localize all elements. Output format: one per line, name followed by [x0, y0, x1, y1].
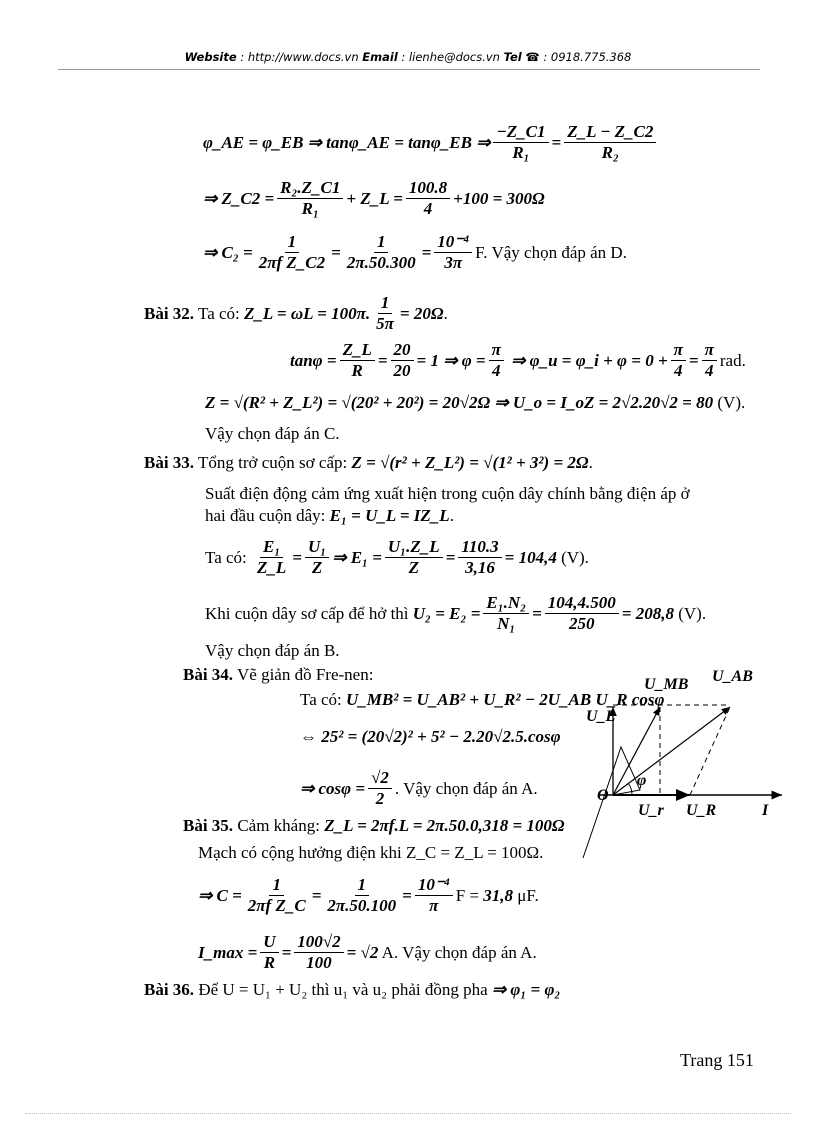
numerator: 100√2 — [294, 932, 343, 953]
tel-number: ☎ : 0918.775.368 — [521, 50, 632, 64]
uab-vector — [613, 707, 730, 795]
math-expression: U_MB² = U_AB² + U_R² − 2U_AB U_R cosφ — [346, 690, 665, 709]
label-ul: U_L — [586, 708, 616, 725]
math-expression: = — [421, 242, 432, 262]
text: hai đầu cuộn dây: — [205, 506, 330, 525]
numerator: 10⁻⁴ — [415, 875, 453, 896]
denominator: π — [429, 896, 439, 915]
denominator: 20 — [393, 361, 411, 380]
label-origin: O — [597, 787, 609, 804]
math-expression: = — [281, 942, 292, 962]
denominator: 2 — [375, 789, 385, 808]
numerator: U — [260, 932, 278, 953]
denominator: R₁ — [301, 199, 319, 218]
label-ur: U_R — [686, 802, 717, 819]
math-expression: I_max = — [198, 942, 258, 962]
denominator: 4 — [705, 361, 714, 380]
math-expression: ⇒ E₁ = — [332, 547, 382, 567]
numerator: 1 — [378, 293, 393, 314]
numerator: U₁ — [305, 537, 329, 558]
exercise-label: Bài 34. — [183, 665, 234, 684]
numerator: −Z_C1 — [493, 122, 548, 143]
math-expression: = — [292, 547, 302, 567]
text: . Vậy chọn đáp án A. — [394, 778, 538, 798]
math-expression: 31,8 — [483, 885, 514, 905]
math-expression: = — [551, 132, 562, 152]
numerator: U₁.Z_L — [385, 537, 443, 558]
math-expression: = — [311, 885, 322, 905]
denominator: N₁ — [497, 614, 516, 633]
label-ur-small: U_r — [638, 802, 664, 819]
numerator: π — [671, 340, 686, 361]
numerator: 1 — [355, 875, 370, 896]
math-expression: = — [331, 242, 341, 262]
text: F = — [455, 885, 484, 905]
denominator: 2π.50.100 — [327, 896, 397, 915]
numerator: Z_L − Z_C2 — [564, 122, 656, 143]
text: (V). — [556, 547, 589, 567]
triangle-lines — [583, 747, 640, 858]
denominator: 2π.50.300 — [346, 253, 416, 272]
math-expression: = — [445, 547, 456, 567]
denominator: 5π — [376, 314, 394, 333]
exercise-label: Bài 36. — [144, 980, 195, 999]
text: A. Vậy chọn đáp án A. — [378, 942, 537, 962]
math-expression: Z_L = 2πf.L = 2π.50.0,318 = 100Ω — [324, 816, 565, 835]
denominator: 4 — [423, 199, 433, 218]
math-expression: ⇔ 25² = (20√2)² + 5² − 2.20√2.5.cosφ — [300, 727, 561, 746]
text: Ta có: — [205, 547, 252, 567]
math-expression: = — [377, 350, 388, 370]
text: Để U = U₁ + U₂ thì u₁ và u₂ phải đồng pha — [194, 980, 492, 999]
math-expression: = 1 ⇒ φ = — [416, 350, 486, 370]
numerator: 1 — [269, 875, 284, 896]
numerator: E₁.N₂ — [483, 593, 529, 614]
label-umb: U_MB — [644, 676, 689, 693]
math-expression: = — [532, 603, 542, 623]
text: (V). — [713, 393, 746, 412]
email-label: Email — [362, 50, 398, 64]
text: Mạch có cộng hưởng điện khi Z_C = Z_L = 100Ω. — [198, 843, 544, 862]
dashed-slant — [690, 707, 730, 795]
text: Vậy chọn đáp án B. — [205, 641, 340, 660]
math-expression: = — [402, 885, 412, 905]
math-expression: = 20Ω — [399, 303, 444, 323]
math-expression: Z = √(r² + Z_L²) = √(1² + 3²) = 2Ω — [351, 453, 589, 472]
exercise-label: Bài 35. — [183, 816, 234, 835]
text: . — [588, 453, 593, 472]
numerator: 1 — [374, 232, 389, 253]
denominator: 3,16 — [465, 558, 495, 577]
denominator: R — [351, 361, 363, 380]
text: (V). — [673, 603, 707, 623]
text: Cảm kháng: — [233, 816, 325, 835]
math-expression: E₁ = U_L = IZ_L — [329, 506, 450, 525]
footer-divider — [25, 1113, 791, 1114]
denominator: 250 — [569, 614, 595, 633]
numerator: R₂.Z_C1 — [277, 178, 343, 199]
math-expression: U₂ = E₂ = — [412, 603, 481, 623]
math-expression: ⇒ cosφ = — [300, 778, 366, 798]
tel-label: Tel — [503, 50, 522, 64]
phi-arc — [628, 783, 632, 795]
label-uab: U_AB — [712, 668, 753, 685]
numerator: 10⁻⁴ — [434, 232, 472, 253]
text: rad. — [719, 350, 746, 370]
numerator: 1 — [285, 232, 300, 253]
numerator: 100.8 — [406, 178, 450, 199]
text: Suất điện động cảm ứng xuất hiện trong cuộn dây chính bằng điện áp ở — [205, 484, 690, 503]
denominator: R₁ — [512, 143, 530, 162]
numerator: 20 — [391, 340, 414, 361]
numerator: π — [702, 340, 717, 361]
numerator: √2 — [368, 768, 392, 789]
math-expression: = — [688, 350, 699, 370]
math-expression: tanφ = — [290, 350, 337, 370]
text: μF. — [513, 885, 539, 905]
text: Vậy chọn đáp án C. — [205, 424, 340, 443]
exercise-label: Bài 32. — [144, 303, 195, 323]
text: F. Vậy chọn đáp án D. — [475, 242, 627, 262]
text: Ta có: — [194, 303, 245, 323]
numerator: 104,4.500 — [545, 593, 619, 614]
text: Tổng trở cuộn sơ cấp: — [194, 453, 352, 472]
denominator: 2πf Z_C — [247, 896, 306, 915]
denominator: 4 — [674, 361, 683, 380]
math-expression: ⇒ C₂ = — [203, 242, 253, 262]
numerator: Z_L — [340, 340, 375, 361]
text: . — [443, 303, 448, 323]
math-expression: Z = √(R² + Z_L²) = √(20² + 20²) = 20√2Ω ⇒ U_o = I_oZ = 2√2.20√2 = 80 — [205, 393, 714, 412]
numerator: 110.3 — [458, 537, 501, 558]
math-expression: = √2 — [346, 942, 379, 962]
website-label: Website — [184, 50, 237, 64]
label-i: I — [762, 802, 769, 819]
math-expression: ⇒ Z_C2 = — [203, 188, 275, 208]
math-expression: ⇒ C = — [198, 885, 242, 905]
numerator: π — [489, 340, 504, 361]
email-address[interactable]: : lienhe@docs.vn — [397, 50, 504, 64]
text: Khi cuộn dây sơ cấp để hở thì — [205, 603, 413, 623]
text: . — [449, 506, 454, 525]
math-expression: + Z_L = — [346, 188, 403, 208]
text: Vẽ giản đồ Fre-nen: — [233, 665, 374, 684]
exercise-label: Bài 33. — [144, 453, 195, 472]
math-expression: ⇒ φ₁ = φ₂ — [491, 980, 561, 999]
denominator: 4 — [491, 361, 501, 380]
math-expression: ⇒ φ_u = φ_i + φ = 0 + — [506, 350, 668, 370]
denominator: 2πf Z_C2 — [258, 253, 326, 272]
denominator: Z — [311, 558, 323, 577]
denominator: 100 — [306, 953, 332, 972]
math-expression: = 208,8 — [621, 603, 674, 623]
math-expression: Z_L = ωL = 100π. — [244, 303, 371, 323]
page-number: Trang 151 — [680, 1050, 754, 1070]
denominator: 3π — [444, 253, 463, 272]
math-expression: φ_AE = φ_EB ⇒ tanφ_AE = tanφ_EB ⇒ — [203, 132, 491, 152]
math-expression: +100 = 300Ω — [453, 188, 545, 208]
denominator: Z — [408, 558, 419, 577]
math-expression: = 104,4 — [504, 547, 557, 567]
denominator: R₂ — [601, 143, 619, 162]
text: Ta có: — [300, 690, 347, 709]
denominator: Z_L — [257, 558, 287, 577]
label-phi: φ — [637, 772, 647, 789]
denominator: R — [263, 953, 276, 972]
numerator: E₁ — [260, 537, 283, 558]
website-url[interactable]: : http://www.docs.vn — [236, 50, 363, 64]
